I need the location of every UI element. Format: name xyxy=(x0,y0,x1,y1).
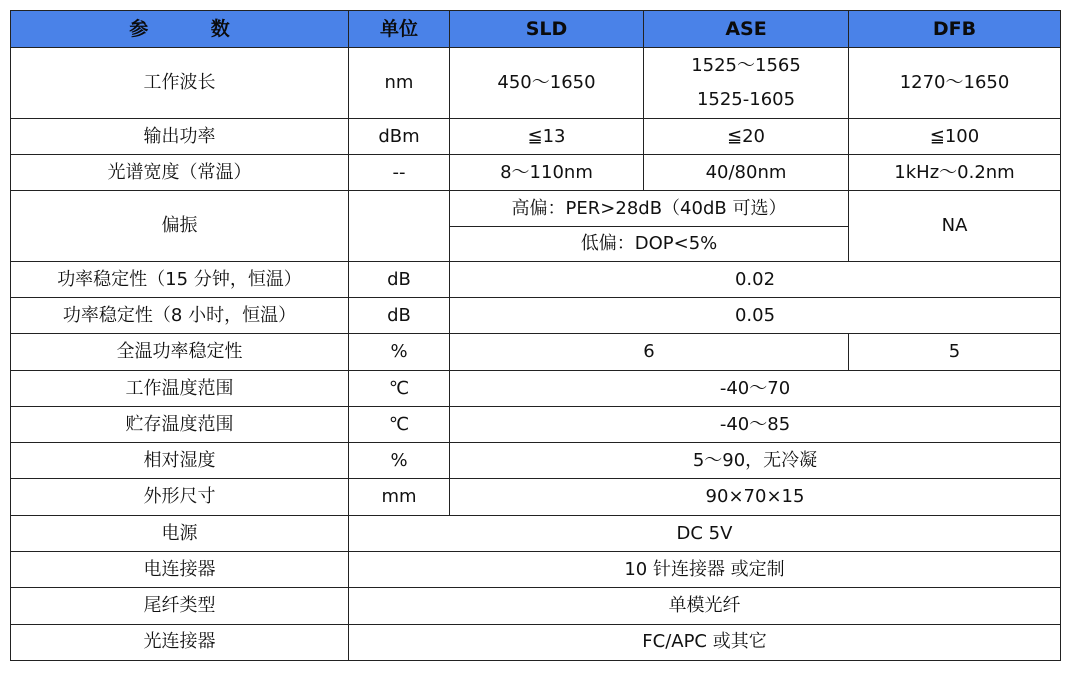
table-row xyxy=(11,261,1061,297)
table-row xyxy=(11,552,1061,588)
row-param: 外形尺寸 xyxy=(11,479,349,515)
cell-dfb: NA xyxy=(849,191,1061,262)
cell-ase: 40/80nm xyxy=(644,155,849,191)
header-ase: ASE xyxy=(644,11,849,48)
row-unit: ℃ xyxy=(349,406,450,442)
table-row xyxy=(11,334,1061,370)
cell-dfb: 1kHz～0.2nm xyxy=(849,155,1061,191)
table-row xyxy=(11,118,1061,154)
cell-ase xyxy=(644,48,849,119)
row-param: 功率稳定性（15 分钟，恒温） xyxy=(11,261,349,297)
row-param: 功率稳定性（8 小时，恒温） xyxy=(11,298,349,334)
table-row xyxy=(11,515,1061,551)
cell-value: 90×70×15 xyxy=(450,479,1061,515)
cell-value: -40～70 xyxy=(450,370,1061,406)
cell-sld: 8～110nm xyxy=(450,155,644,191)
row-param: 光连接器 xyxy=(11,624,349,660)
row-param: 尾纤类型 xyxy=(11,588,349,624)
table-row xyxy=(11,48,1061,119)
row-param: 光谱宽度（常温） xyxy=(11,155,349,191)
cell-value: -40～85 xyxy=(450,406,1061,442)
cell-value: 10 针连接器 或定制 xyxy=(349,552,1061,588)
cell-sld: ≦13 xyxy=(450,118,644,154)
row-param: 贮存温度范围 xyxy=(11,406,349,442)
row-param: 工作波长 xyxy=(11,48,349,119)
row-param: 电连接器 xyxy=(11,552,349,588)
cell-value: 单模光纤 xyxy=(349,588,1061,624)
row-unit: dB xyxy=(349,298,450,334)
row-param: 工作温度范围 xyxy=(11,370,349,406)
cell-ase-line1: 1525～1565 xyxy=(691,55,801,77)
row-unit: % xyxy=(349,334,450,370)
table-row xyxy=(11,443,1061,479)
row-param: 输出功率 xyxy=(11,118,349,154)
row-unit: % xyxy=(349,443,450,479)
header-sld: SLD xyxy=(450,11,644,48)
cell-sld-ase: 6 xyxy=(450,334,849,370)
header-row xyxy=(11,11,1061,48)
cell-dfb: ≦100 xyxy=(849,118,1061,154)
row-unit: dB xyxy=(349,261,450,297)
table-row xyxy=(11,298,1061,334)
row-unit: nm xyxy=(349,48,450,119)
cell-value: 0.02 xyxy=(450,261,1061,297)
row-unit: mm xyxy=(349,479,450,515)
table-row xyxy=(11,588,1061,624)
cell-dfb: 5 xyxy=(849,334,1061,370)
cell-value: DC 5V xyxy=(349,515,1061,551)
table-row xyxy=(11,406,1061,442)
row-unit xyxy=(349,191,450,262)
table-row xyxy=(11,479,1061,515)
cell-ase-line2: 1525-1605 xyxy=(696,89,796,111)
row-param: 相对湿度 xyxy=(11,443,349,479)
cell-polarization-low: 低偏：DOP<5% xyxy=(450,226,849,261)
table-row xyxy=(11,191,1061,226)
header-param-label: 参 数 xyxy=(129,17,258,40)
row-unit: ℃ xyxy=(349,370,450,406)
row-unit: -- xyxy=(349,155,450,191)
row-unit: dBm xyxy=(349,118,450,154)
cell-polarization-high: 高偏：PER>28dB（40dB 可选） xyxy=(450,191,849,226)
row-param: 偏振 xyxy=(11,191,349,262)
header-param xyxy=(11,11,349,48)
header-unit: 单位 xyxy=(349,11,450,48)
cell-ase: ≦20 xyxy=(644,118,849,154)
header-dfb: DFB xyxy=(849,11,1061,48)
cell-value: FC/APC 或其它 xyxy=(349,624,1061,660)
row-param: 全温功率稳定性 xyxy=(11,334,349,370)
cell-dfb: 1270～1650 xyxy=(849,48,1061,119)
cell-sld: 450～1650 xyxy=(450,48,644,119)
row-param: 电源 xyxy=(11,515,349,551)
spec-table xyxy=(10,10,1061,661)
table-row xyxy=(11,370,1061,406)
table-row xyxy=(11,155,1061,191)
table-row xyxy=(11,624,1061,660)
cell-value: 5～90，无冷凝 xyxy=(450,443,1061,479)
cell-value: 0.05 xyxy=(450,298,1061,334)
